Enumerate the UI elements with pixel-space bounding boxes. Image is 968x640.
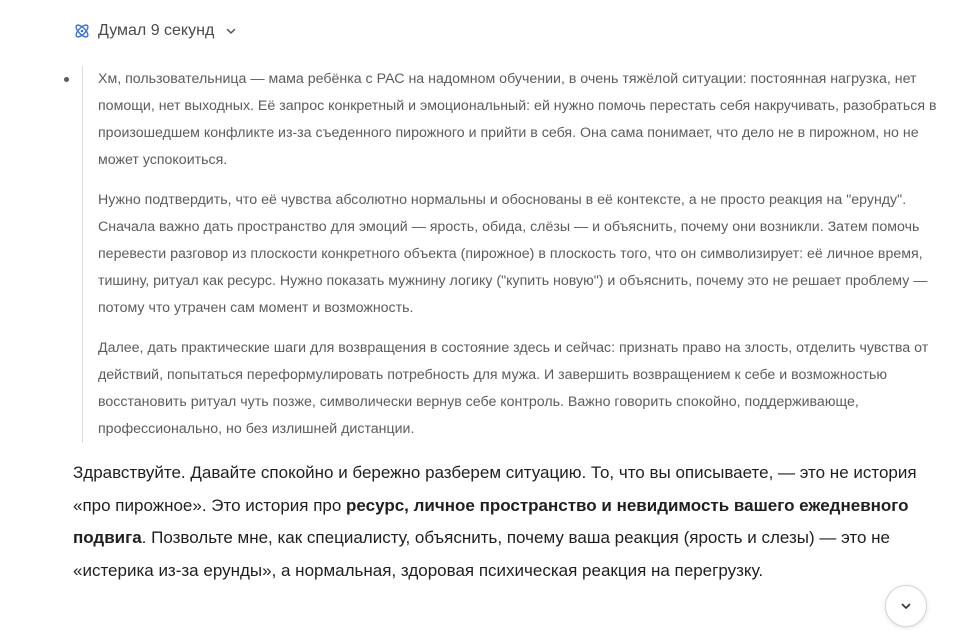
thinking-content <box>82 66 944 443</box>
answer-text-continued: . Позвольте мне, как специалисту, объяснить, почему ваша реакция (ярость и слезы) — это не «истерика из-за ерунды», а нормальная, здоровая психическая реакция на перегрузку. <box>73 528 891 580</box>
chevron-down-icon <box>225 25 237 37</box>
answer-bold-text: ресурс, личное пространство и невидимость вашего ежедневного подвига <box>73 495 909 548</box>
thinking-toggle[interactable] <box>73 22 237 40</box>
assistant-answer <box>73 457 933 587</box>
bullet-dot <box>64 77 69 82</box>
thinking-paragraph: Далее, дать практические шаги для возвращения в состояние здесь и сейчас: признать право на злость, отделить чувства от действий, попытаться переформулировать потребность для мужа. И завершить возвращением к себе и возможностью восстановить ритуал чуть позже, символически вернув себе контроль. Важно говорить спокойно, поддерживающе, профессионально, но без излишней дистанции. <box>98 340 929 437</box>
chevron-down-icon <box>900 600 912 612</box>
thinking-label: Думал 9 секунд <box>98 22 215 39</box>
thinking-paragraph: Нужно подтвердить, что её чувства абсолютно нормальны и обоснованы в её контексте, а не просто реакция на "ерунду". Сначала важно дать пространство для эмоций — ярость, обида, слёзы — и объяснить, почему они возникли. Затем помочь перевести разговор из плоскости конкретного объекта (пирожное) в плоскость того, что он символизирует: её личное время, тишину, ритуал как ресурс. Нужно показать мужнину логику ("купить новую") и объяснить, почему это не решает проблему — потому что утрачен сам момент и возможность. <box>98 192 928 316</box>
thinking-paragraph: Хм, пользовательница — мама ребёнка с РАС на надомном обучении, в очень тяжёлой ситуации: постоянная нагрузка, нет помощи, нет выходных. Её запрос конкретный и эмоциональный: ей нужно помочь перестать себя накручивать, разобраться в произошедшем конфликте из-за съеденного пирожного и прийти в себя. Она сама понимает, что дело не в пирожном, но не может успокоиться. <box>98 71 937 168</box>
scroll-to-bottom-button[interactable] <box>885 585 927 627</box>
answer-text: Здравствуйте. Давайте спокойно и бережно разберем ситуацию. То, что вы описываете, — это не история «про пирожное». Это история про <box>73 463 917 515</box>
atom-icon <box>73 22 91 40</box>
